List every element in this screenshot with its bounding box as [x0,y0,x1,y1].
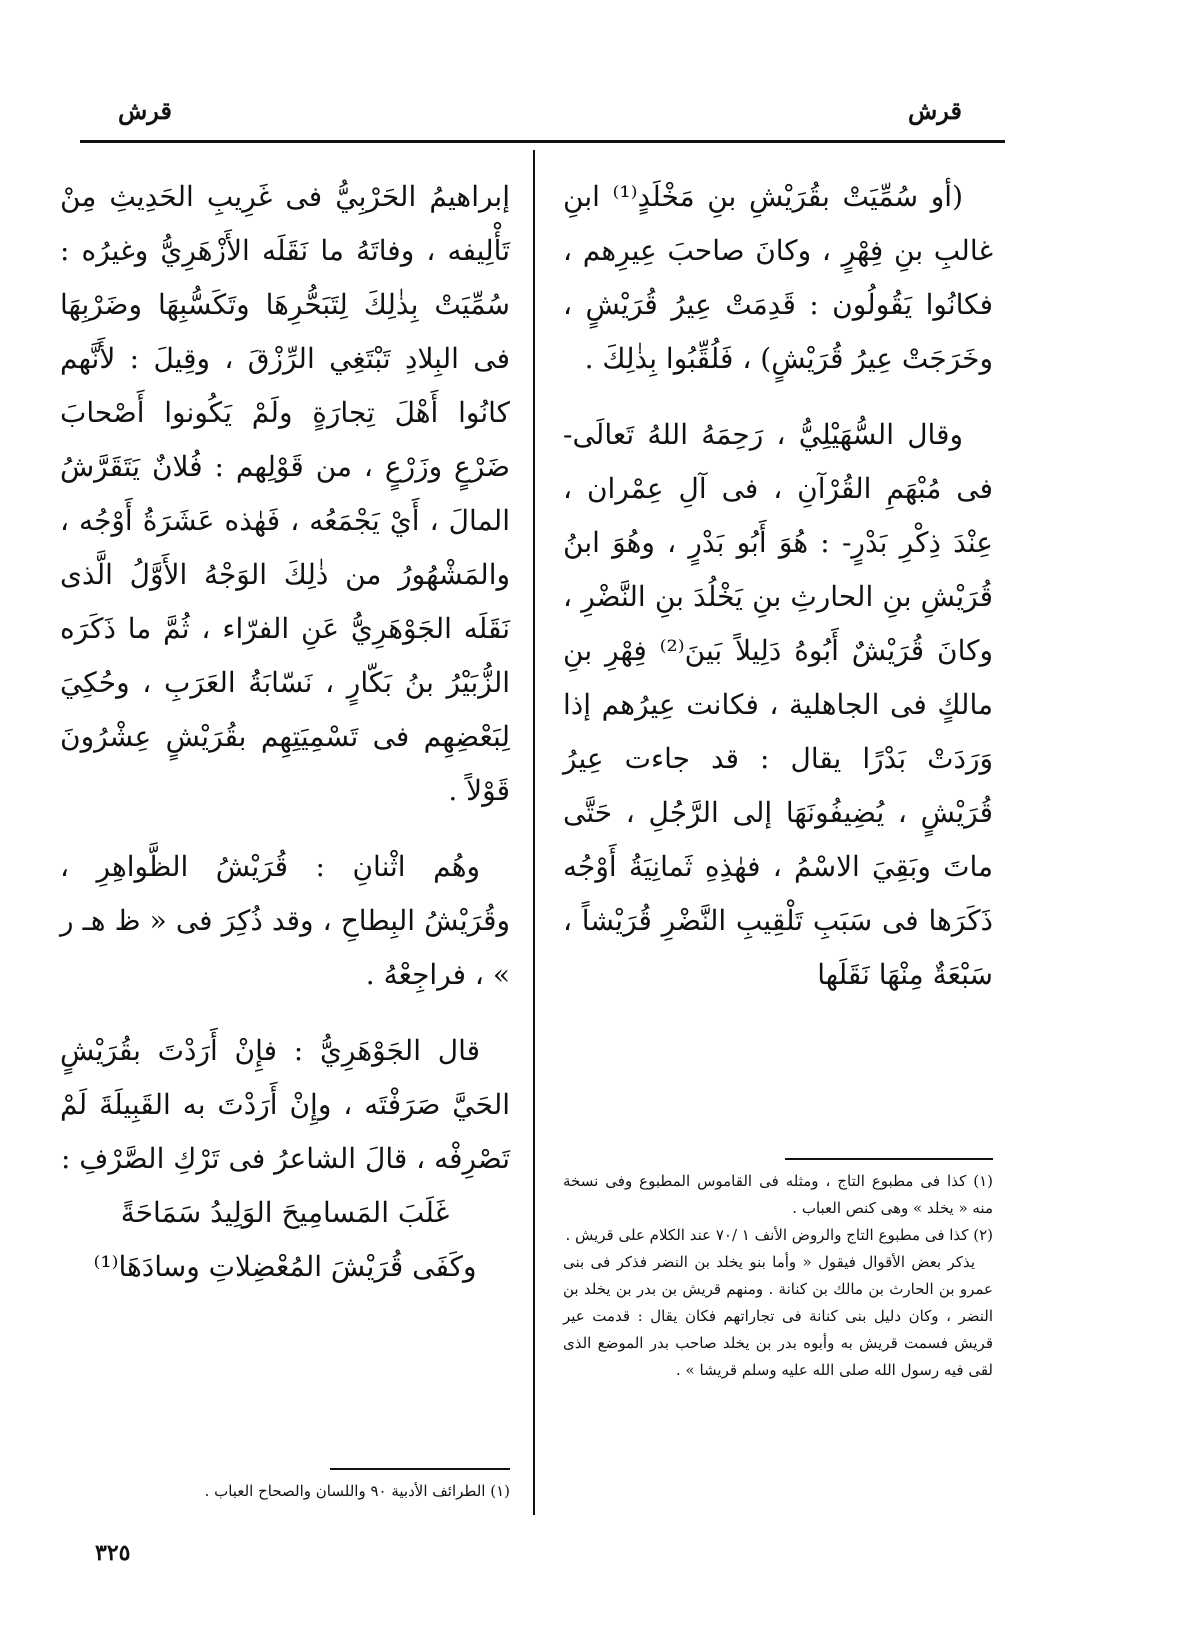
left-footnote-1: (١) الطرائف الأدبية ٩٠ واللسان والصحاح العباب . [204,1482,510,1500]
right-footnote-note: يذكر بعض الأقوال فيقول « وأما بنو يخلد بن النضر فذكر فى بنى عمرو بن الحارث بن مالك بن كنانة . ومنهم قريش بن بدر بن يخلد بن النضر ، وكان دليل بنى كنانة فى تجاراتهم فكان يقال : قدمت عير قريش فسمت قريش به وأبوه بدر بن يخلد صاحب بدر الموضع الذى لقى فيه رسول الله صلى الله عليه وسلم قريشا » . [563,1253,993,1379]
verse-line-1: غَلَبَ المَسامِيحَ الوَلِيدُ سَمَاحَةً [120,1196,450,1229]
right-footnote-rule [785,1158,993,1160]
right-column [563,170,993,1002]
header-rule [80,140,1005,143]
left-column [60,170,510,1294]
left-paragraph-2: وهُم اثْنانِ : قُرَيْشُ الظَّواهِرِ ، وقُرَيْشُ البِطاحِ ، وقد ذُكِرَ فى « ظ هـ ر » ، فراجِعْهُ . [60,850,510,991]
right-footnote-1: (١) كذا فى مطبوع التاج ، ومثله فى القاموس المطبوع وفى نسخة منه « يخلد » وهى كنص العباب . [563,1172,993,1217]
running-header-left: قرش [118,96,173,125]
right-paragraph-1: (أو سُمِّيَتْ بقُرَيْشِ بنِ مَخْلَدٍ⁽¹⁾ ابنِ غالبِ بنِ فِهْرٍ ، وكانَ صاحبَ عِيرِهم ، فكانُوا يَقُولُون : قَدِمَتْ عِيرُ قُرَيْشٍ ، وخَرَجَتْ عِيرُ قُرَيْشٍ) ، فَلُقِّبُوا بِذٰلِكَ . [563,180,993,375]
left-paragraph-1: إبراهيمُ الحَرْبِيُّ فى غَرِيبِ الحَدِيثِ مِنْ تَأْلِيفه ، وفاتَهُ ما نَقَلَه الأَزْهَرِيُّ وغيرُه : سُمِّيَتْ بِذٰلِكَ لِتَبَحُّرِهَا وتَكَسُّبِهَا وضَرْبِهَا فى البِلادِ تَبْتَغِي الرِّزْقَ ، وقِيلَ : لأَنَّهم كانُوا أَهْلَ تِجارَةٍ ولَمْ يَكُونوا أَصْحابَ ضَرْعٍ وزَرْعٍ ، من قَوْلِهم : فُلانٌ يَتَقَرَّشُ المالَ ، أَيْ يَجْمَعُه ، فَهٰذه عَشَرَةُ أَوْجُه ، والمَشْهُورُ من ذٰلِكَ الوَجْهُ الأَوَّلُ الَّذى نَقَلَه الجَوْهَرِيُّ عَنِ الفرّاء ، ثُمَّ ما ذَكَرَه الزُّبَيْرُ بنُ بَكّارٍ ، نَسّابَةُ العَرَبِ ، وحُكِيَ لِبَعْضِهِم فى تَسْمِيَتِهِم بقُرَيْشٍ عِشْرُونَ قَوْلاً . [60,180,510,807]
right-paragraph-2: وقال السُّهَيْلِيُّ ، رَحِمَهُ اللهُ تَعالَى- فى مُبْهَمِ القُرْآنِ ، فى آلِ عِمْران ، عِنْدَ ذِكْرِ بَدْرٍ- : هُوَ أَبُو بَدْرٍ ، وهُوَ ابنُ قُرَيْشِ بنِ الحارثِ بنِ يَخْلُدَ بنِ النَّضْرِ ، وكانَ قُرَيْشٌ أَبُوهُ دَلِيلاً بَينَ⁽²⁾ فِهْرِ بنِ مالكٍ فى الجاهلية ، فكانت عِيرُهم إذا وَرَدَتْ بَدْرًا يقال : قد جاءت عِيرُ قُرَيْشٍ ، يُضِيفُونَهَا إلى الرَّجُلِ ، حَتَّى ماتَ وبَقِيَ الاسْمُ ، فهٰذِهِ ثَمانِيَةُ أَوْجُه ذَكَرَها فى سَبَبِ تَلْقِيبِ النَّضْرِ قُرَيْشاً ، سَبْعَةٌ مِنْهَا نَقَلَها [563,418,993,991]
running-header-right: قرش [907,96,962,125]
right-footnote-2: (٢) كذا فى مطبوع التاج والروض الأنف ١ /٧٠ عند الكلام على قريش . [565,1226,993,1244]
verse-line-2: وكَفَى قُرَيْشَ المُعْضِلاتِ وسادَهَا⁽¹⁾ [93,1250,477,1283]
page-number: ٣٢٥ [95,1540,131,1566]
right-footnotes [563,1168,993,1384]
left-paragraph-3: قال الجَوْهَرِيُّ : فإِنْ أَرَدْتَ بقُرَيْشٍ الحَيَّ صَرَفْتَه ، وإِنْ أَرَدْتَ به القَبِيلَةَ لَمْ تَصْرِفْه ، قالَ الشاعرُ فى تَرْكِ الصَّرْفِ : [60,1034,510,1175]
left-footnote-rule [330,1468,510,1470]
column-divider [533,150,535,1515]
left-footnotes [60,1478,510,1505]
